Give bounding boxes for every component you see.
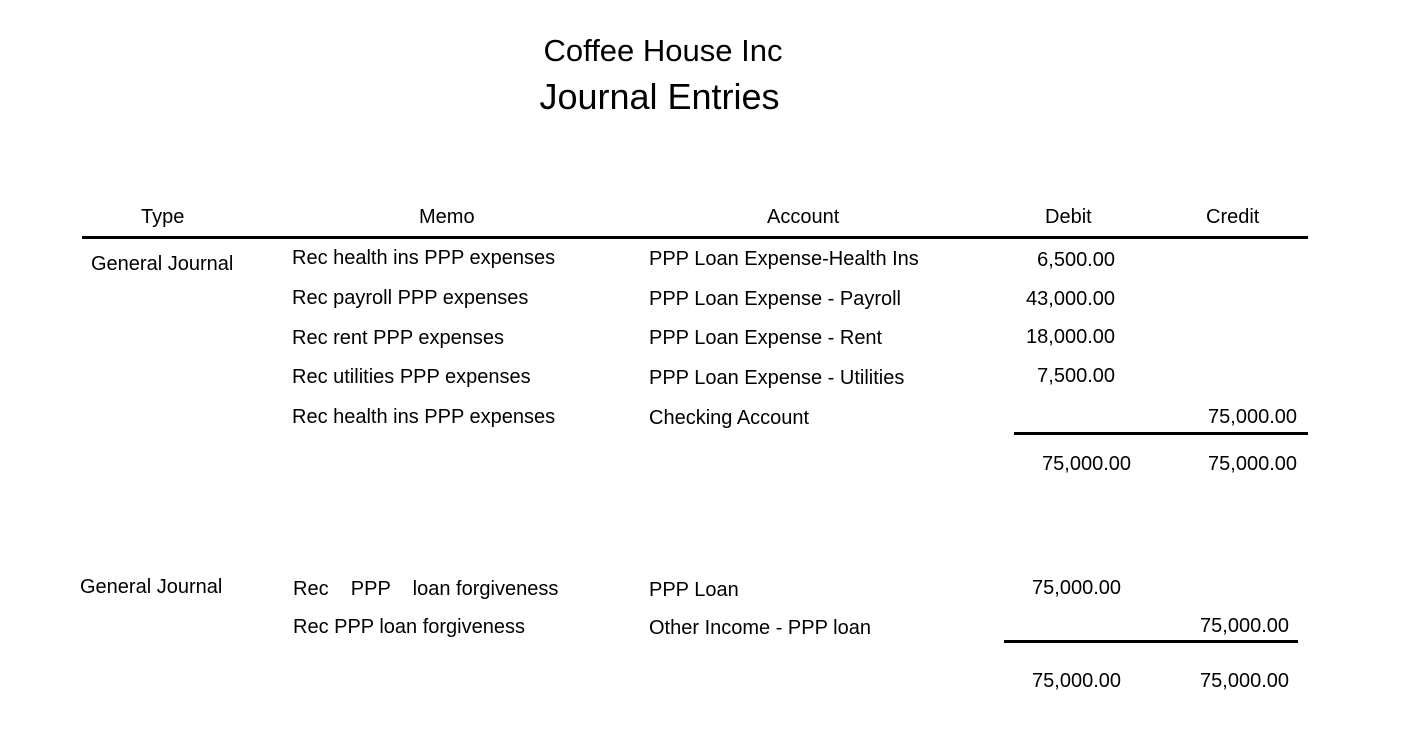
debit-cell: 75,000.00 [1032, 577, 1121, 599]
debit-cell: 43,000.00 [1026, 288, 1115, 310]
report-title: Journal Entries [539, 76, 780, 117]
column-header-memo: Memo [419, 206, 475, 228]
account-cell: Other Income - PPP loan [649, 617, 871, 639]
debit-cell: 18,000.00 [1026, 326, 1115, 348]
column-header-credit: Credit [1206, 206, 1260, 228]
memo-cell: Rec rent PPP expenses [292, 327, 504, 349]
credit-cell: 75,000.00 [1200, 615, 1289, 637]
account-cell: PPP Loan [649, 579, 739, 601]
entry-type: General Journal [91, 253, 234, 275]
total-credit: 75,000.00 [1208, 453, 1297, 475]
debit-cell: 6,500.00 [1037, 249, 1115, 271]
account-cell: PPP Loan Expense - Utilities [649, 367, 905, 389]
total-rule [1014, 432, 1308, 435]
total-rule [1004, 640, 1298, 643]
memo-cell: Rec payroll PPP expenses [292, 287, 529, 309]
account-cell: PPP Loan Expense - Rent [649, 327, 883, 349]
header-underline [82, 236, 1308, 239]
company-name: Coffee House Inc [543, 33, 783, 68]
column-header-type: Type [141, 206, 185, 228]
column-header-debit: Debit [1045, 206, 1092, 228]
memo-cell: Rec utilities PPP expenses [292, 366, 531, 388]
total-debit: 75,000.00 [1042, 453, 1131, 475]
credit-cell: 75,000.00 [1208, 406, 1297, 428]
column-header-account: Account [767, 206, 840, 228]
account-cell: PPP Loan Expense - Payroll [649, 288, 902, 310]
memo-cell: Rec PPP loan forgiveness [293, 616, 525, 638]
total-debit: 75,000.00 [1032, 670, 1121, 692]
account-cell: PPP Loan Expense-Health Ins [649, 248, 919, 270]
debit-cell: 7,500.00 [1037, 365, 1115, 387]
memo-cell: Rec health ins PPP expenses [292, 247, 556, 269]
entry-type: General Journal [80, 576, 223, 598]
account-cell: Checking Account [649, 407, 810, 429]
memo-cell: Rec PPP loan forgiveness [293, 578, 559, 600]
memo-cell: Rec health ins PPP expenses [292, 406, 556, 428]
total-credit: 75,000.00 [1200, 670, 1289, 692]
